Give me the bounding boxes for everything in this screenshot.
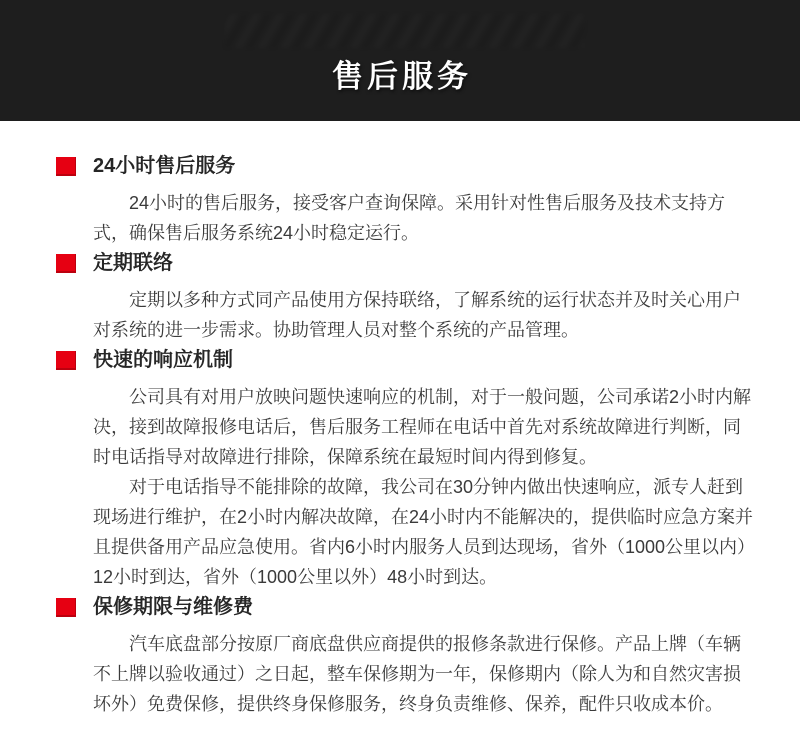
section-body-regular-contact: [56, 285, 756, 345]
section-24h-service: [56, 154, 756, 248]
red-square-bullet-icon: [56, 351, 76, 370]
red-square-bullet-icon: [56, 157, 76, 176]
paragraph: 对于电话指导不能排除的故障，我公司在30分钟内做出快速响应，派专人赶到现场进行维护，在2小时内解决故障，在24小时内不能解决的，提供临时应急方案并且提供备用产品应急使用。省内6小时内服务人员到达现场，省外（1000公里以内）12小时到达，省外（1000公里以外）48小时到达。: [93, 477, 756, 587]
section-regular-contact: [56, 251, 756, 345]
section-header-warranty: [56, 595, 756, 620]
paragraph: 定期以多种方式同产品使用方保持联络，了解系统的运行状态并及时关心用户对系统的进一步需求。协助管理人员对整个系统的产品管理。: [93, 290, 741, 340]
paragraph: 公司具有对用户放映问题快速响应的机制，对于一般问题，公司承诺2小时内解决，接到故障报修电话后，售后服务工程师在电话中首先对系统故障进行判断，同时电话指导对故障进行排除，保障系统在最短时间内得到修复。: [93, 387, 752, 467]
section-title-regular-contact: 定期联络: [93, 252, 173, 274]
content: [0, 121, 800, 719]
section-title-24h-service: 24小时售后服务: [93, 155, 236, 177]
section-body-24h-service: [56, 188, 756, 248]
section-header-24h-service: [56, 154, 756, 179]
section-title-warranty: 保修期限与维修费: [93, 596, 253, 618]
page-title: 售后服务: [332, 59, 472, 94]
red-square-bullet-icon: [56, 598, 76, 617]
section-header-regular-contact: [56, 251, 756, 276]
red-square-bullet-icon: [56, 254, 76, 273]
section-title-rapid-response: 快速的响应机制: [93, 349, 233, 371]
section-rapid-response: [56, 348, 756, 592]
section-body-rapid-response: [56, 382, 756, 592]
paragraph: 24小时的售后服务，接受客户查询保障。采用针对性售后服务及技术支持方式，确保售后服务系统24小时稳定运行。: [93, 193, 726, 243]
paragraph: 汽车底盘部分按原厂商底盘供应商提供的报修条款进行保修。产品上牌（车辆不上牌以验收通过）之日起，整车保修期为一年，保修期内（除人为和自然灾害损坏外）免费保修，提供终身保修服务，终身负责维修、保养，配件只收成本价。: [93, 634, 741, 714]
section-warranty: [56, 595, 756, 719]
section-body-warranty: [56, 629, 756, 719]
banner: [0, 0, 800, 121]
section-header-rapid-response: [56, 348, 756, 373]
watermark-smudge: [225, 14, 585, 48]
